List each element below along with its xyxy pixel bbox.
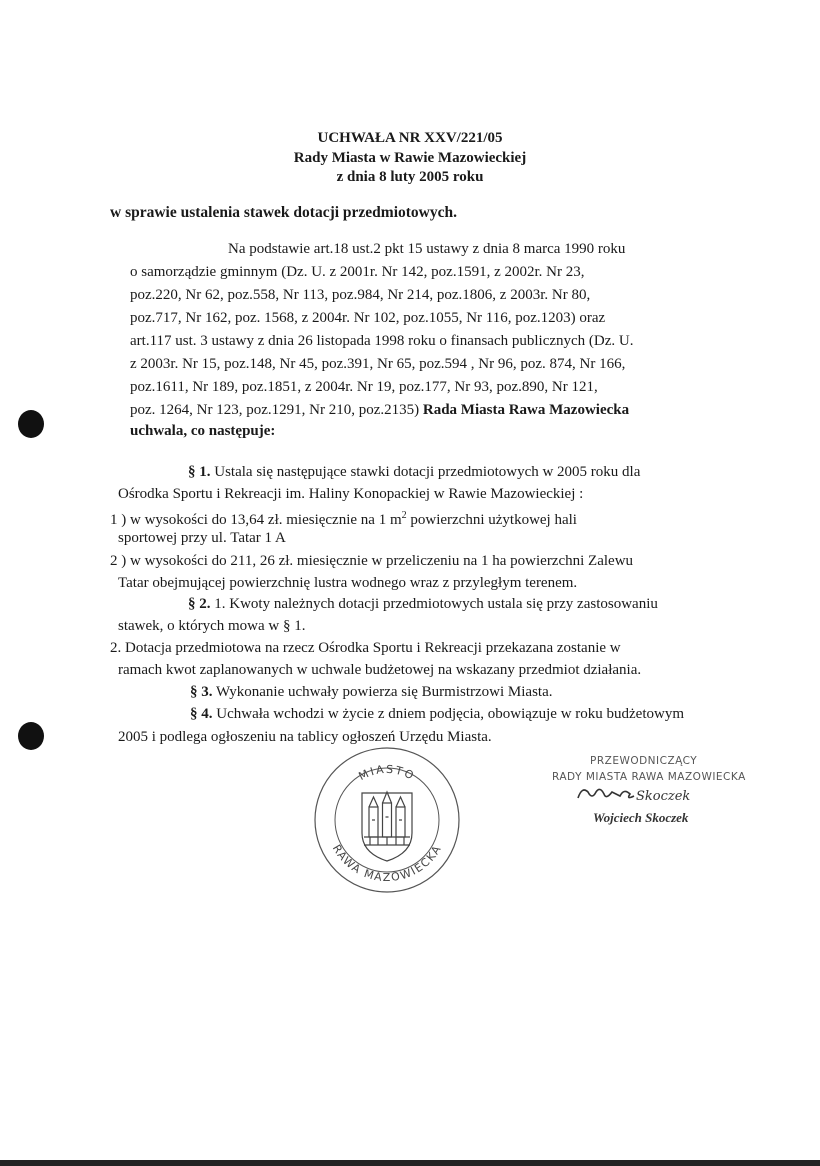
seal-top-text: MIASTO <box>356 762 418 784</box>
section-1-line-4: sportowej przy ul. Tatar 1 A <box>118 530 286 546</box>
resolution-subject: w sprawie ustalenia stawek dotacji przedmiotowych. <box>110 204 458 221</box>
resolves-clause: uchwala, co następuje: <box>130 423 276 439</box>
handwritten-signature <box>574 782 694 806</box>
preamble-line-4: poz.717, Nr 162, poz. 1568, z 2004r. Nr 102, poz.1055, Nr 116, poz.1203) oraz <box>130 310 606 326</box>
city-seal <box>312 745 462 895</box>
preamble-line-3: poz.220, Nr 62, poz.558, Nr 113, poz.984, Nr 214, poz.1806, z 2003r. Nr 80, <box>130 287 591 303</box>
preamble-line-5: art.117 ust. 3 ustawy z dnia 26 listopada 1998 roku o finansach publicznych (Dz. U. <box>130 333 634 349</box>
preamble-line-2: o samorządzie gminnym (Dz. U. z 2001r. Nr 142, poz.1591, z 2002r. Nr 23, <box>130 264 585 280</box>
signature-scribble: Skoczek <box>636 789 691 804</box>
signature-title-chairman: PRZEWODNICZĄCY <box>590 755 698 767</box>
council-name: Rady Miasta w Rawie Mazowieckiej <box>293 150 527 166</box>
section-4-line-1 <box>190 704 684 724</box>
section-1-mark: § 1. <box>188 464 211 480</box>
punch-hole <box>18 722 44 750</box>
preamble-line-1: Na podstawie art.18 ust.2 pkt 15 ustawy z dnia 8 marca 1990 roku <box>228 241 626 257</box>
section-1-item-2: 2 ) w wysokości do 211, 26 zł. miesięcznie w przeliczeniu na 1 ha powierzchni Zalewu <box>110 553 634 569</box>
section-1-text: Ustala się następujące stawki dotacji przedmiotowych w 2005 roku dla <box>214 464 641 480</box>
preamble-line-8 <box>130 400 629 420</box>
preamble-legal-basis-end: poz. 1264, Nr 123, poz.1291, Nr 210, poz.2135) <box>130 402 420 418</box>
council-decision-body: Rada Miasta Rawa Mazowiecka <box>422 402 630 418</box>
preamble-line-7: poz.1611, Nr 189, poz.1851, z 2004r. Nr 19, poz.177, Nr 93, poz.890, Nr 121, <box>130 379 598 395</box>
section-2-line-4: ramach kwot zaplanowanych w uchwale budżetowej na wskazany przedmiot działania. <box>118 662 642 678</box>
section-4-line-2: 2005 i podlega ogłoszeniu na tablicy ogłoszeń Urzędu Miasta. <box>118 729 492 745</box>
section-2-line-2: stawek, o których mowa w § 1. <box>118 618 306 634</box>
preamble-line-6: z 2003r. Nr 15, poz.148, Nr 45, poz.391, Nr 65, poz.594 , Nr 96, poz. 874, Nr 166, <box>130 356 626 372</box>
section-3-line <box>190 682 553 702</box>
section-4-mark: § 4. <box>190 706 213 722</box>
section-3-mark: § 3. <box>190 684 213 700</box>
seal-bottom-text: RAWA MAZOWIECKA <box>329 842 445 885</box>
section-2-mark: § 2. <box>188 596 211 612</box>
scan-edge <box>0 1160 820 1166</box>
section-1-line-2: Ośrodka Sportu i Rekreacji im. Haliny Konopackiej w Rawie Mazowieckiej : <box>118 486 584 502</box>
square-superscript: 2 <box>401 510 407 521</box>
section-2-text: 1. Kwoty należnych dotacji przedmiotowych ustala się przy zastosowaniu <box>214 596 658 612</box>
section-3-text: Wykonanie uchwały powierza się Burmistrzowi Miasta. <box>215 684 553 700</box>
section-4-text: Uchwała wchodzi w życie z dniem podjęcia, obowiązuje w roku budżetowym <box>216 706 685 722</box>
document-title: UCHWAŁA NR XXV/221/05 <box>317 130 503 146</box>
coat-of-arms-icon <box>362 792 412 861</box>
section-1-line-6: Tatar obejmującej powierzchnię lustra wodnego wraz z przyległym terenem. <box>118 575 578 591</box>
section-1-item-1 <box>110 506 577 530</box>
section-1-item-1-text-end: powierzchni użytkowej hali <box>410 512 577 528</box>
signatory-name: Wojciech Skoczek <box>593 810 689 825</box>
punch-hole <box>18 410 44 438</box>
section-2-line-1 <box>188 594 658 614</box>
resolution-date: z dnia 8 luty 2005 roku <box>336 169 484 185</box>
section-2-line-3: 2. Dotacja przedmiotowa na rzecz Ośrodka Sportu i Rekreacji przekazana zostanie w <box>110 640 621 656</box>
section-1-line-1 <box>188 462 640 482</box>
signature-title-council: RADY MIASTA RAWA MAZOWIECKA <box>552 771 746 783</box>
section-1-item-1-text: 1 ) w wysokości do 13,64 zł. miesięcznie na 1 m <box>110 512 402 528</box>
